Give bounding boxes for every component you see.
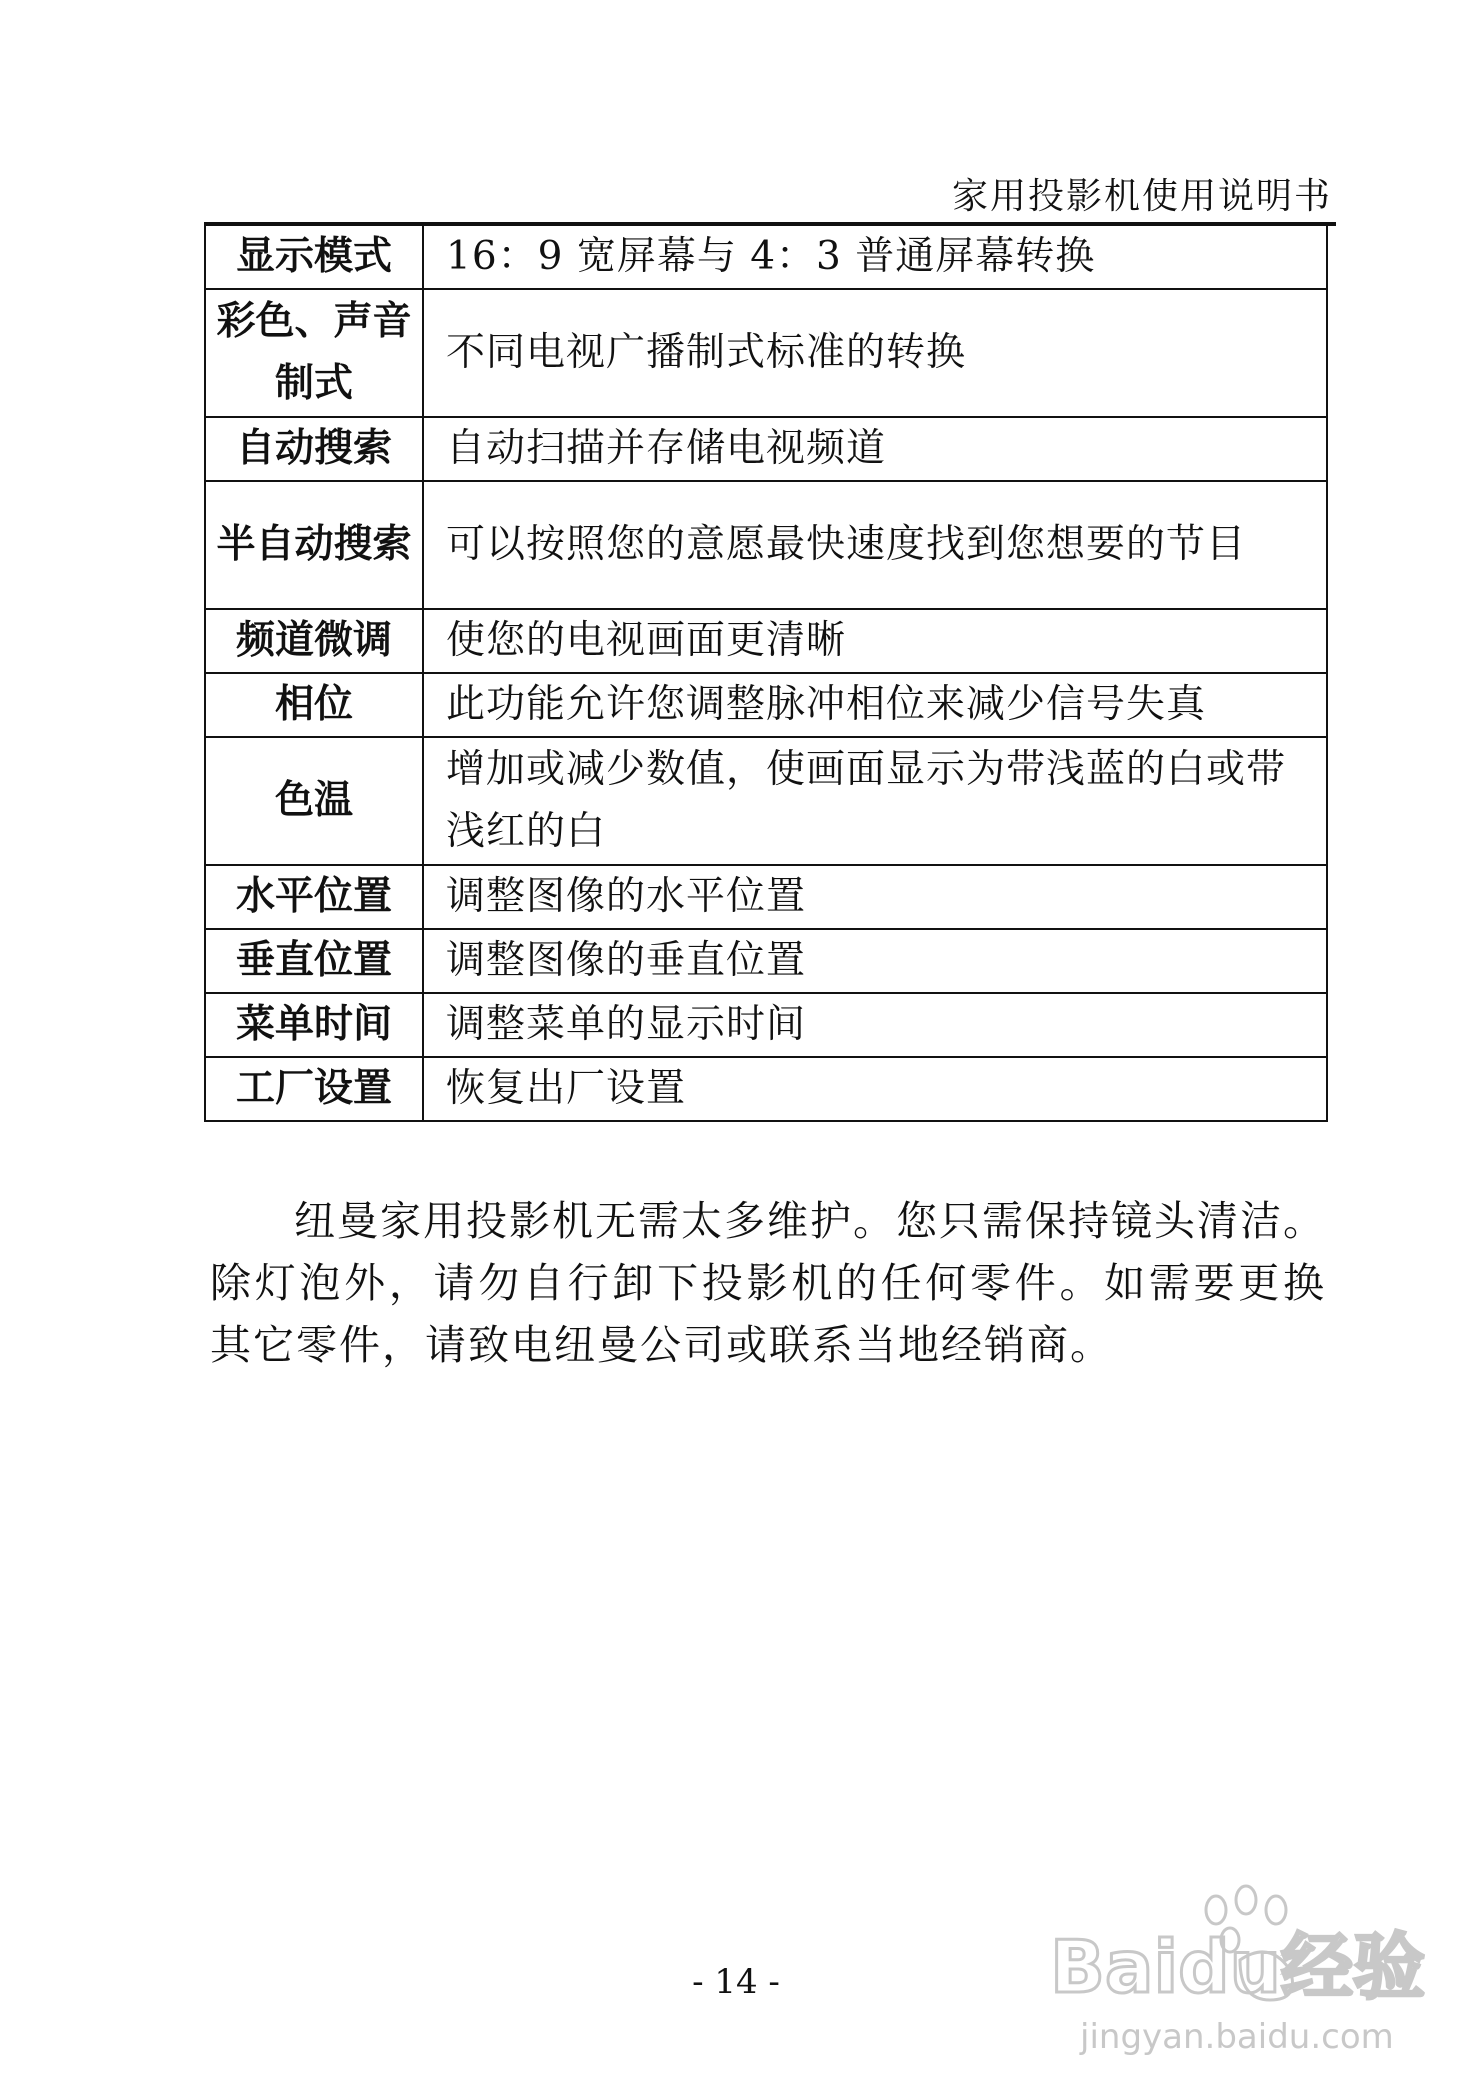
document-header-title: 家用投影机使用说明书 xyxy=(951,176,1332,217)
setting-description: 可以按照您的意愿最快速度找到您想要的节目 xyxy=(423,481,1327,609)
watermark-brand-text: Baidu经验 xyxy=(1050,1925,1425,2009)
table-row xyxy=(205,737,1327,865)
setting-description: 16：9 宽屏幕与 4：3 普通屏幕转换 xyxy=(423,226,1327,289)
table-row xyxy=(205,226,1327,289)
settings-table xyxy=(204,226,1328,1122)
setting-description: 调整图像的水平位置 xyxy=(423,865,1327,929)
watermark-url-text: jingyan.baidu.com xyxy=(1080,2017,1394,2057)
setting-name: 水平位置 xyxy=(205,865,423,929)
setting-name: 频道微调 xyxy=(205,609,423,673)
table-row xyxy=(205,993,1327,1057)
maintenance-paragraph: 纽曼家用投影机无需太多维护。您只需保持镜头清洁。除灯泡外，请勿自行卸下投影机的任何零件。如需要更换其它零件，请致电纽曼公司或联系当地经销商。 xyxy=(210,1197,1326,1369)
setting-description: 自动扫描并存储电视频道 xyxy=(423,417,1327,481)
setting-name: 半自动搜索 xyxy=(205,481,423,609)
setting-name: 工厂设置 xyxy=(205,1057,423,1121)
setting-name: 相位 xyxy=(205,673,423,737)
setting-description: 恢复出厂设置 xyxy=(423,1057,1327,1121)
setting-name: 色温 xyxy=(205,737,423,865)
baidu-jingyan-watermark-logo xyxy=(1040,1870,1440,2070)
setting-name: 显示模式 xyxy=(205,226,423,289)
setting-description: 不同电视广播制式标准的转换 xyxy=(423,289,1327,417)
table-row xyxy=(205,865,1327,929)
setting-description: 调整菜单的显示时间 xyxy=(423,993,1327,1057)
setting-name: 菜单时间 xyxy=(205,993,423,1057)
table-row xyxy=(205,929,1327,993)
setting-name: 彩色、声音制式 xyxy=(205,289,423,417)
setting-description: 调整图像的垂直位置 xyxy=(423,929,1327,993)
table-row xyxy=(205,609,1327,673)
table-row xyxy=(205,1057,1327,1121)
page-number: - 14 - xyxy=(692,1962,780,2002)
setting-description: 此功能允许您调整脉冲相位来减少信号失真 xyxy=(423,673,1327,737)
table-row xyxy=(205,673,1327,737)
setting-description: 使您的电视画面更清晰 xyxy=(423,609,1327,673)
setting-name: 垂直位置 xyxy=(205,929,423,993)
table-row xyxy=(205,481,1327,609)
setting-name: 自动搜索 xyxy=(205,417,423,481)
table-row xyxy=(205,417,1327,481)
setting-description: 增加或减少数值，使画面显示为带浅蓝的白或带浅红的白 xyxy=(423,737,1327,865)
table-row xyxy=(205,289,1327,417)
